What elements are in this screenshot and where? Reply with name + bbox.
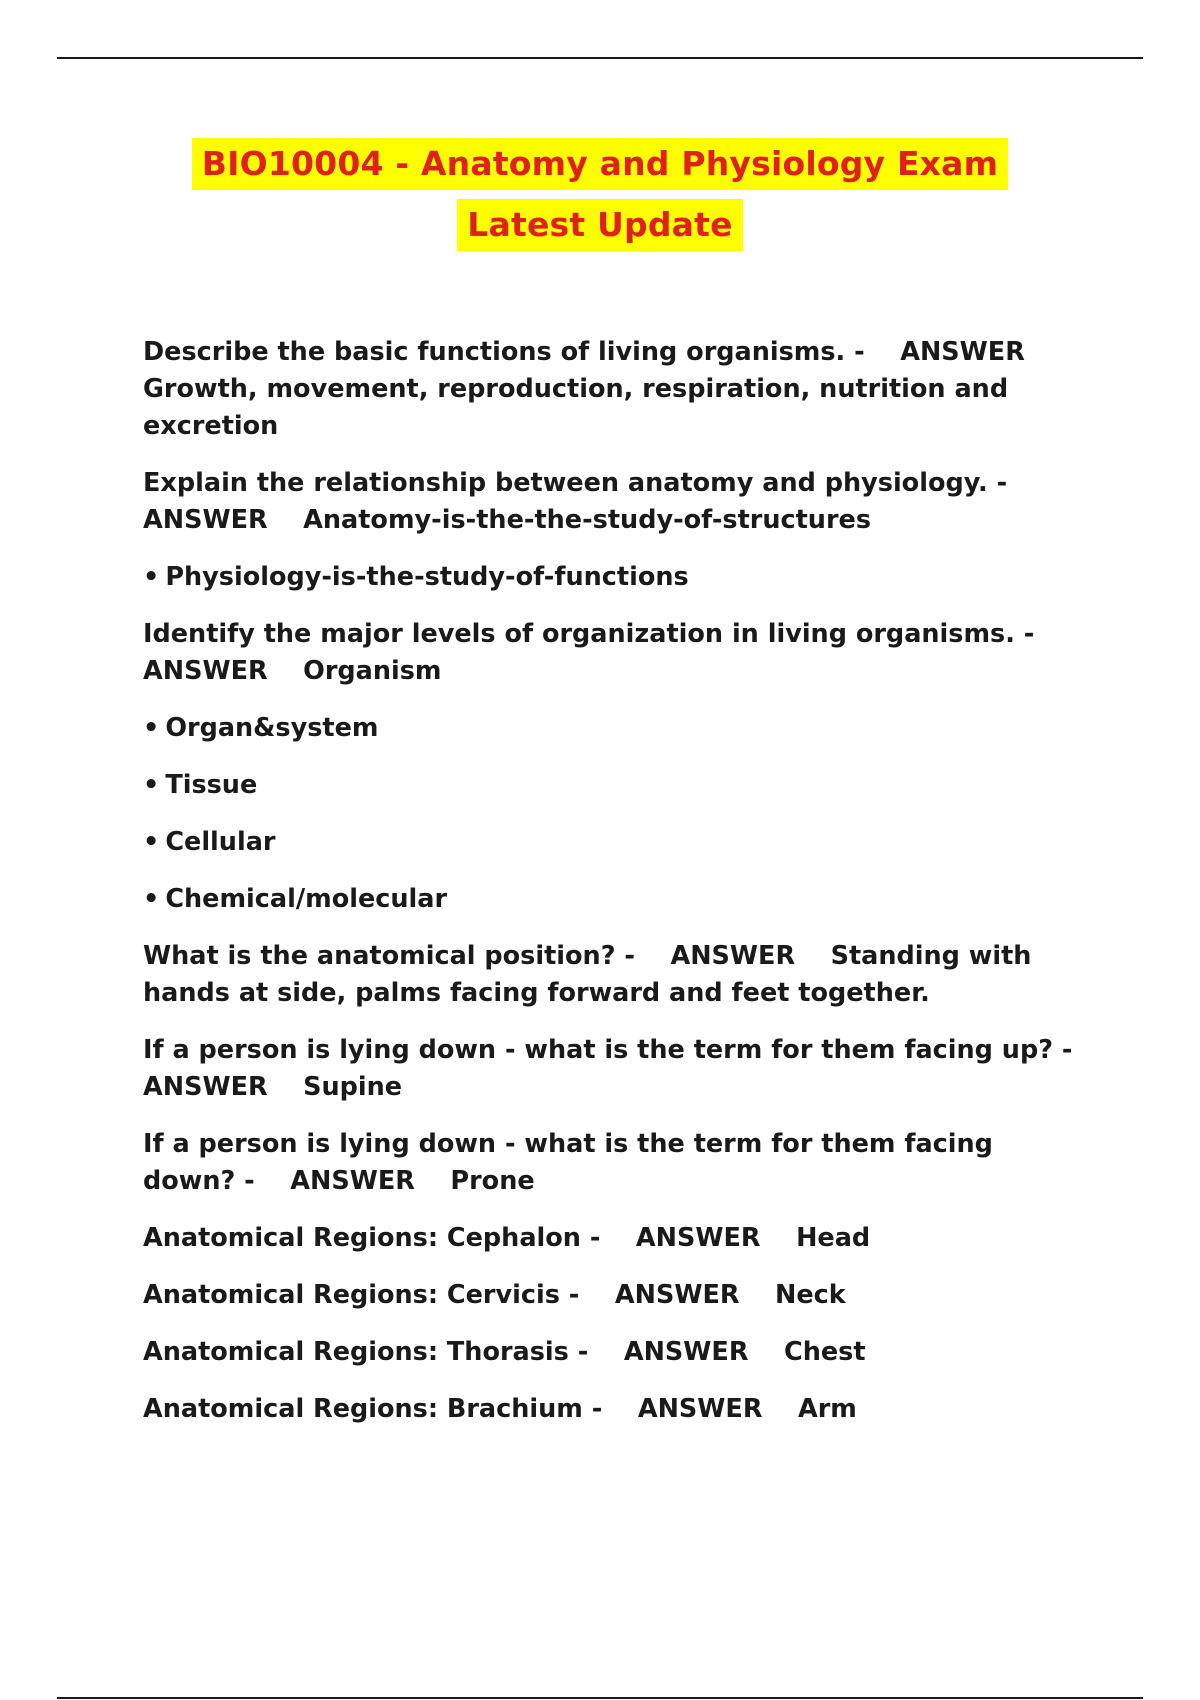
- bullet-glyph: •: [143, 713, 160, 743]
- answer-label: ANSWER: [143, 505, 268, 535]
- question-text: Anatomical Regions: Thorasis -: [143, 1337, 589, 1367]
- qa-entry: [143, 938, 1083, 1012]
- top-rule: [57, 57, 1143, 59]
- answer-text: Anatomy-is-the-the-study-of-structures: [303, 505, 872, 535]
- answer-text: Supine: [303, 1072, 403, 1102]
- answer-label: ANSWER: [623, 1337, 749, 1367]
- bullet-glyph: •: [143, 884, 160, 914]
- bullet-text: Cellular: [165, 827, 276, 857]
- bullet-glyph: •: [143, 562, 160, 592]
- question-text: Anatomical Regions: Cephalon -: [143, 1223, 601, 1253]
- bullet-text: Organ&system: [165, 713, 379, 743]
- bullet-item: [143, 824, 1083, 861]
- question-text: Explain the relationship between anatomy and physiology. -: [143, 468, 1008, 498]
- answer-text: Neck: [775, 1280, 846, 1310]
- question-text: Anatomical Regions: Cervicis -: [143, 1280, 580, 1310]
- qa-entry: [143, 1391, 1083, 1428]
- bullet-item: [143, 881, 1083, 918]
- answer-label: ANSWER: [143, 656, 268, 686]
- qa-list: [143, 334, 1083, 1448]
- title-line-2: Latest Update: [457, 199, 742, 251]
- bullet-item: [143, 767, 1083, 804]
- answer-label: ANSWER: [614, 1280, 740, 1310]
- bullet-text: Tissue: [165, 770, 258, 800]
- question-text: Identify the major levels of organization in living organisms. -: [143, 619, 1035, 649]
- answer-label: ANSWER: [637, 1394, 763, 1424]
- qa-entry: [143, 1220, 1083, 1257]
- bullet-glyph: •: [143, 770, 160, 800]
- title-line-1: BIO10004 - Anatomy and Physiology Exam: [192, 138, 1008, 190]
- bullet-item: [143, 559, 1083, 596]
- question-text: Anatomical Regions: Brachium -: [143, 1394, 603, 1424]
- question-text: What is the anatomical position? -: [143, 941, 635, 971]
- answer-label: ANSWER: [290, 1166, 415, 1196]
- qa-entry: [143, 1032, 1083, 1106]
- bullet-glyph: •: [143, 827, 160, 857]
- question-text: If a person is lying down - what is the term for them facing up? -: [143, 1035, 1073, 1065]
- answer-label: ANSWER: [670, 941, 796, 971]
- bullet-text: Physiology-is-the-study-of-functions: [165, 562, 689, 592]
- answer-text: Arm: [797, 1394, 857, 1424]
- document-title: [0, 138, 1200, 260]
- qa-entry: [143, 465, 1083, 539]
- answer-text: Standing with hands at side, palms facing forward and feet together.: [143, 941, 1041, 1008]
- qa-entry: [143, 616, 1083, 690]
- question-text: If a person is lying down - what is the term for them facing down? -: [143, 1129, 1002, 1196]
- answer-label: ANSWER: [635, 1223, 761, 1253]
- answer-text: Growth, movement, reproduction, respiration, nutrition and excretion: [143, 374, 1017, 441]
- answer-label: ANSWER: [900, 337, 1025, 367]
- question-text: Describe the basic functions of living organisms. -: [143, 337, 865, 367]
- answer-text: Chest: [783, 1337, 866, 1367]
- answer-text: Organism: [303, 656, 442, 686]
- answer-text: Head: [796, 1223, 871, 1253]
- answer-label: ANSWER: [143, 1072, 268, 1102]
- bullet-item: [143, 710, 1083, 747]
- answer-text: Prone: [450, 1166, 535, 1196]
- qa-entry: [143, 1126, 1083, 1200]
- qa-entry: [143, 334, 1083, 445]
- qa-entry: [143, 1277, 1083, 1314]
- bottom-rule: [57, 1697, 1143, 1699]
- qa-entry: [143, 1334, 1083, 1371]
- bullet-text: Chemical/molecular: [165, 884, 448, 914]
